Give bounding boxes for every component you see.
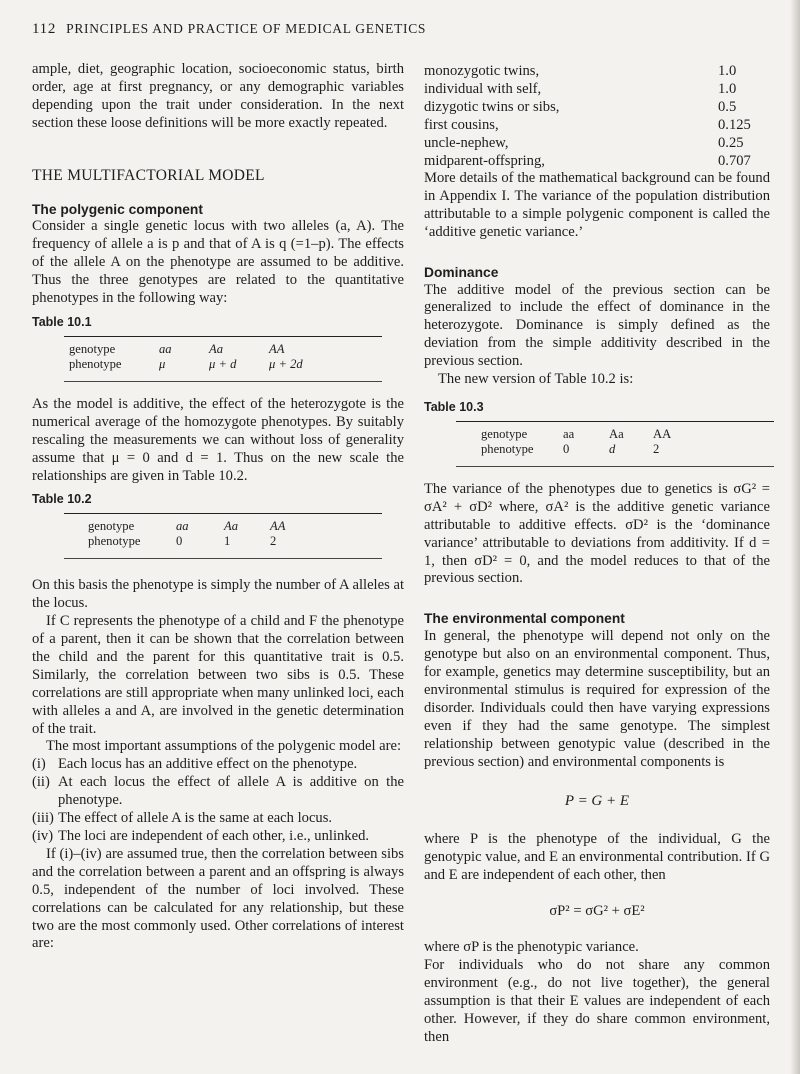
list-item: (ii) At each locus the effect of allele A is additive on the phenotype.	[32, 774, 404, 809]
table-cell: phenotype	[481, 441, 534, 456]
page-edge-shadow	[790, 0, 800, 1074]
paragraph-environmental: In general, the phenotype will depend not only on the genotype but also on an environmental component. Thus, for example, genetics may determine susceptibility, but an environmental stimulus is required for expression of the disorder. Individuals could then have varying expressions even if they had the same genotype. The simplest relationship between genotypic value (described in the previous section) and environmental components is	[424, 628, 770, 770]
table-row: first cousins, 0.125	[424, 117, 751, 133]
paragraph-variance: The variance of the phenotypes due to genetics is σG² = σA² + σD² where, σA² is the additive genetic variance attributable to additive effects. σD² is the ‘dominance variance’ attributable to deviations from additivity. If d = 1, then σD² = 0, and the model reduces to that of the previous section.	[424, 480, 770, 587]
table-cell: phenotype	[69, 356, 122, 371]
table-cell: μ + d	[209, 356, 237, 371]
table-10-1-label: Table 10.1	[32, 314, 92, 329]
list-item: (iv) The loci are independent of each other, i.e., unlinked.	[32, 828, 370, 844]
table-row: midparent-offspring, 0.707	[424, 153, 751, 169]
table-cell: genotype	[69, 341, 116, 356]
paragraph-assumptions-intro: The most important assumptions of the polygenic model are:	[46, 738, 402, 755]
table-cell: genotype	[88, 519, 135, 534]
right-column	[424, 62, 770, 1046]
left-column	[32, 61, 404, 953]
subheading-environmental: The environmental component	[424, 611, 625, 627]
section-heading: THE MULTIFACTORIAL MODEL	[32, 166, 265, 184]
table-cell: Aa	[209, 341, 223, 356]
subheading-dominance: Dominance	[424, 264, 499, 280]
table-cell: aa	[176, 519, 189, 534]
running-header	[32, 21, 426, 38]
paragraph-individuals: For individuals who do not share any common environment (e.g., do not live together), the general assumption is that their E values are independent of each other. However, if they do share common environment, then	[424, 956, 770, 1045]
paragraph-more-details: More details of the mathematical background can be found in Appendix I. The variance of the population distribution attributable to a simple polygenic component is called the ‘additive genetic variance.’	[424, 170, 770, 240]
table-row: monozygotic twins, 1.0	[424, 63, 737, 79]
paragraph-where: where P is the phenotype of the individual, G the genotypic value, and E an environmental contribution. If G and E are independent of each other, then	[424, 831, 770, 884]
paragraph-dominance: The additive model of the previous section can be generalized to include the effect of dominance in the heterozygote. Dominance is simply defined as the deviation from the simple additivity described in the previous section.	[424, 281, 770, 370]
paragraph-if: If (i)–(iv) are assumed true, then the correlation between sibs and the correlation between a parent and an offspring is always 0.5, independent of the number of loci involved. These correlations can be calculated for any relationship, but these two are the most commonly used. Other correlations of interest are:	[32, 845, 404, 952]
table-10-2-label: Table 10.2	[32, 492, 92, 507]
table-10-3	[424, 421, 770, 467]
intro-paragraph: ample, diet, geographic location, socioeconomic status, birth order, age at first pregnancy, or any demographic variables depending upon the trait under consideration. In the next section these loose definitions will be more exactly repeated.	[32, 61, 404, 131]
table-cell: 2	[270, 534, 277, 549]
assumptions-list	[32, 756, 404, 846]
table-cell: μ + 2d	[269, 356, 303, 371]
subheading-polygenic: The polygenic component	[32, 201, 203, 217]
table-10-2	[32, 513, 404, 559]
table-cell: phenotype	[88, 534, 141, 549]
table-cell: μ	[159, 356, 166, 371]
paragraph-additive: As the model is additive, the effect of the heterozygote is the numerical average of the homozygote phenotypes. By suitably rescaling the measurements we can without loss of generality assume that μ = 0 and d = 1. Thus on the new scale the relationships are given in Table 10.2.	[32, 395, 404, 484]
table-cell: 0	[176, 534, 183, 549]
equation-p-g-e: P = G + E	[564, 793, 630, 810]
relations-table	[424, 62, 770, 170]
table-cell: aa	[159, 341, 172, 356]
table-cell: d	[609, 441, 616, 456]
equation-variance: σP² = σG² + σE²	[549, 903, 645, 920]
table-10-1	[32, 336, 404, 382]
table-cell: AA	[653, 426, 672, 441]
table-row: individual with self, 1.0	[424, 81, 737, 97]
table-cell: AA	[270, 519, 286, 534]
list-item: (iii) The effect of allele A is the same at each locus.	[32, 810, 333, 827]
paragraph-new-version: The new version of Table 10.2 is:	[438, 371, 634, 388]
table-cell: Aa	[224, 519, 238, 534]
paragraph-where-2: where σP is the phenotypic variance.	[424, 939, 639, 955]
paragraph-single-locus: Consider a single genetic locus with two alleles (a, A). The frequency of allele a is p and that of A is q (=1–p). The effects of the allele A on the phenotype are assumed to be additive. Thus the three genotypes are related to the quantitative phenotypes in the following way:	[32, 218, 404, 307]
table-row: dizygotic twins or sibs, 0.5	[424, 99, 737, 115]
table-cell: AA	[269, 341, 285, 356]
table-cell: 2	[653, 441, 660, 456]
table-cell: Aa	[609, 426, 624, 441]
table-cell: genotype	[481, 426, 528, 441]
table-10-3-label: Table 10.3	[424, 399, 484, 414]
table-cell: 1	[224, 534, 231, 549]
paragraph-correlation: If C represents the phenotype of a child and F the phenotype of a parent, then it can be shown that the correlation between the child and the parent for this quantitative trait is 0.5. Similarly, the correlation between two sibs is 0.5. These correlations are still appropriate when many unlinked loci, each with alleles a and A, are involved in the genetic determination of the trait.	[32, 613, 404, 737]
table-cell: aa	[563, 426, 575, 441]
page-number: 112	[32, 21, 57, 37]
list-item: (i) Each locus has an additive effect on the phenotype.	[32, 756, 358, 773]
running-title: PRINCIPLES AND PRACTICE OF MEDICAL GENETICS	[66, 21, 427, 36]
paragraph-basis: On this basis the phenotype is simply the number of A alleles at the locus.	[32, 577, 404, 612]
table-row: uncle-nephew, 0.25	[424, 135, 744, 151]
table-cell: 0	[563, 441, 570, 456]
